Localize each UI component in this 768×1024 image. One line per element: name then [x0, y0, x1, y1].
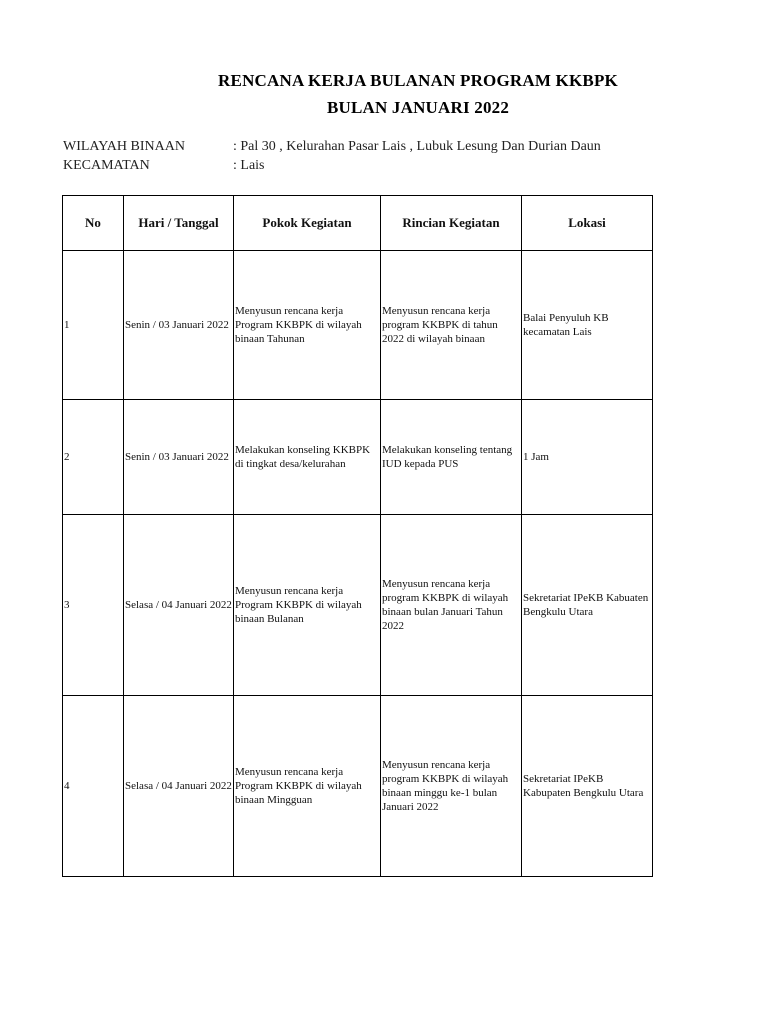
cell-tanggal: Senin / 03 Januari 2022	[124, 400, 234, 515]
cell-pokok: Menyusun rencana kerja Program KKBPK di wilayah binaan Mingguan	[234, 696, 381, 877]
header-pokok-kegiatan: Pokok Kegiatan	[234, 196, 381, 251]
cell-rincian: Menyusun rencana kerja program KKBPK di wilayah binaan minggu ke-1 bulan Januari 2022	[381, 696, 522, 877]
cell-pokok: Menyusun rencana kerja Program KKBPK di wilayah binaan Bulanan	[234, 515, 381, 696]
wilayah-value: : Pal 30 , Kelurahan Pasar Lais , Lubuk Lesung Dan Durian Daun	[233, 139, 601, 154]
cell-lokasi: 1 Jam	[522, 400, 653, 515]
cell-rincian: Menyusun rencana kerja program KKBPK di wilayah binaan bulan Januari Tahun 2022	[381, 515, 522, 696]
cell-no: 2	[63, 400, 124, 515]
header-lokasi: Lokasi	[522, 196, 653, 251]
cell-pokok: Menyusun rencana kerja Program KKBPK di wilayah binaan Tahunan	[234, 251, 381, 400]
kecamatan-label: KECAMATAN	[63, 158, 150, 173]
header-hari-tanggal: Hari / Tanggal	[124, 196, 234, 251]
activity-table	[62, 195, 653, 877]
header-no: No	[63, 196, 124, 251]
table-header-row	[63, 196, 653, 251]
cell-no: 3	[63, 515, 124, 696]
cell-rincian: Menyusun rencana kerja program KKBPK di tahun 2022 di wilayah binaan	[381, 251, 522, 400]
wilayah-label: WILAYAH BINAAN	[63, 139, 185, 154]
document-subtitle: BULAN JANUARI 2022	[326, 98, 510, 117]
cell-no: 1	[63, 251, 124, 400]
cell-pokok: Melakukan konseling KKBPK di tingkat desa/kelurahan	[234, 400, 381, 515]
wilayah-row	[63, 139, 601, 155]
table-row	[63, 251, 653, 400]
cell-tanggal: Selasa / 04 Januari 2022	[124, 515, 234, 696]
cell-tanggal: Selasa / 04 Januari 2022	[124, 696, 234, 877]
table-row	[63, 400, 653, 515]
document-title: RENCANA KERJA BULANAN PROGRAM KKBPK	[218, 71, 618, 90]
kecamatan-row	[63, 158, 265, 174]
cell-tanggal: Senin / 03 Januari 2022	[124, 251, 234, 400]
table-row	[63, 515, 653, 696]
header-rincian-kegiatan: Rincian Kegiatan	[381, 196, 522, 251]
cell-lokasi: Sekretariat IPeKB Kabuaten Bengkulu Utara	[522, 515, 653, 696]
kecamatan-value: : Lais	[233, 158, 265, 173]
cell-lokasi: Balai Penyuluh KB kecamatan Lais	[522, 251, 653, 400]
cell-no: 4	[63, 696, 124, 877]
table-row	[63, 696, 653, 877]
cell-lokasi: Sekretariat IPeKB Kabupaten Bengkulu Utara	[522, 696, 653, 877]
cell-rincian: Melakukan konseling tentang IUD kepada PUS	[381, 400, 522, 515]
